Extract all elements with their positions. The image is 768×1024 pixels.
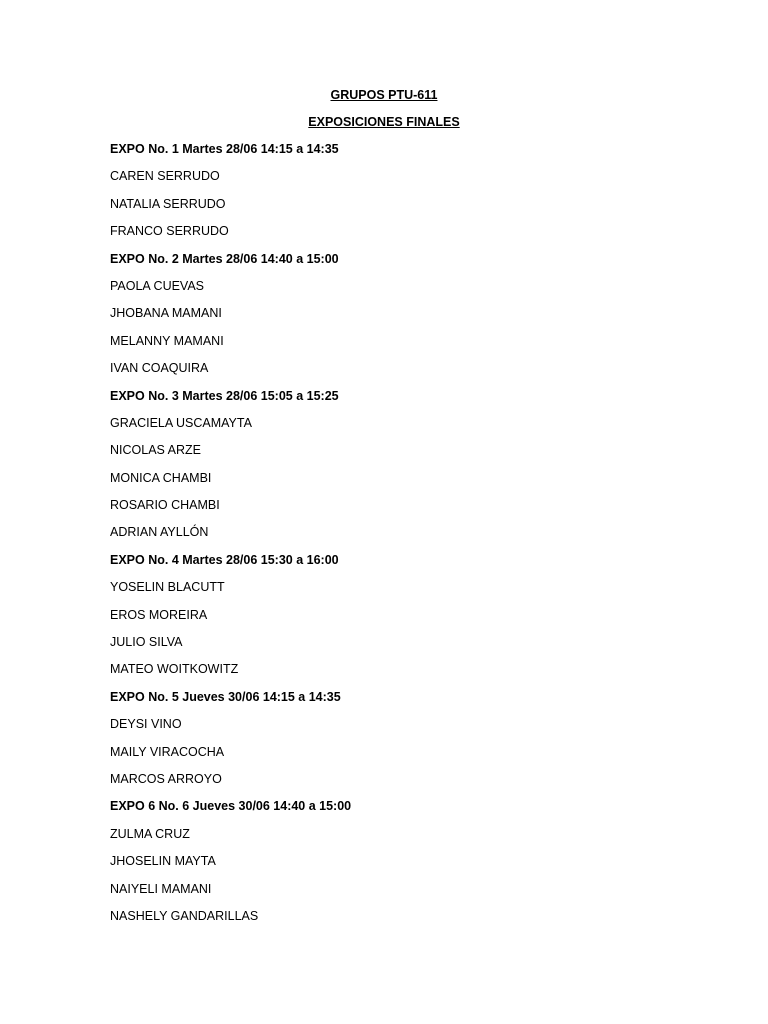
group-member: NICOLAS ARZE bbox=[110, 443, 201, 458]
group-member: MELANNY MAMANI bbox=[110, 333, 224, 348]
group-member: FRANCO SERRUDO bbox=[110, 224, 229, 239]
group-member: MARCOS ARROYO bbox=[110, 771, 222, 786]
group-member: MONICA CHAMBI bbox=[110, 470, 212, 485]
group-heading: EXPO No. 4 Martes 28/06 15:30 a 16:00 bbox=[110, 552, 339, 567]
group-member: ZULMA CRUZ bbox=[110, 826, 190, 841]
group-member: NATALIA SERRUDO bbox=[110, 196, 226, 211]
group-member: ROSARIO CHAMBI bbox=[110, 498, 220, 513]
group-member: PAOLA CUEVAS bbox=[110, 278, 205, 293]
group-member: EROS MOREIRA bbox=[110, 607, 208, 622]
group-member: JHOBANA MAMANI bbox=[110, 306, 222, 321]
group-heading: EXPO No. 1 Martes 28/06 14:15 a 14:35 bbox=[110, 142, 339, 156]
group-member: JULIO SILVA bbox=[110, 635, 183, 650]
group-heading: EXPO 6 No. 6 Jueves 30/06 14:40 a 15:00 bbox=[110, 799, 352, 814]
document-subtitle: EXPOSICIONES FINALES bbox=[308, 115, 460, 129]
group-member: ADRIAN AYLLÓN bbox=[110, 525, 209, 540]
group-member: JHOSELIN MAYTA bbox=[110, 854, 216, 869]
group-member: GRACIELA USCAMAYTA bbox=[110, 415, 252, 430]
group-member: NAIYELI MAMANI bbox=[110, 881, 212, 896]
group-member: CAREN SERRUDO bbox=[110, 169, 220, 184]
group-heading: EXPO No. 2 Martes 28/06 14:40 a 15:00 bbox=[110, 251, 339, 266]
group-member: YOSELIN BLACUTT bbox=[110, 580, 225, 595]
group-heading: EXPO No. 3 Martes 28/06 15:05 a 15:25 bbox=[110, 388, 339, 403]
group-heading: EXPO No. 5 Jueves 30/06 14:15 a 14:35 bbox=[110, 689, 341, 704]
group-member: MAILY VIRACOCHA bbox=[110, 744, 225, 759]
document-title: GRUPOS PTU-611 bbox=[330, 88, 438, 102]
group-member: DEYSI VINO bbox=[110, 717, 182, 732]
group-member: IVAN COAQUIRA bbox=[110, 361, 209, 376]
group-member: MATEO WOITKOWITZ bbox=[110, 662, 239, 677]
group-member: NASHELY GANDARILLAS bbox=[110, 908, 259, 923]
group-list bbox=[110, 141, 710, 935]
